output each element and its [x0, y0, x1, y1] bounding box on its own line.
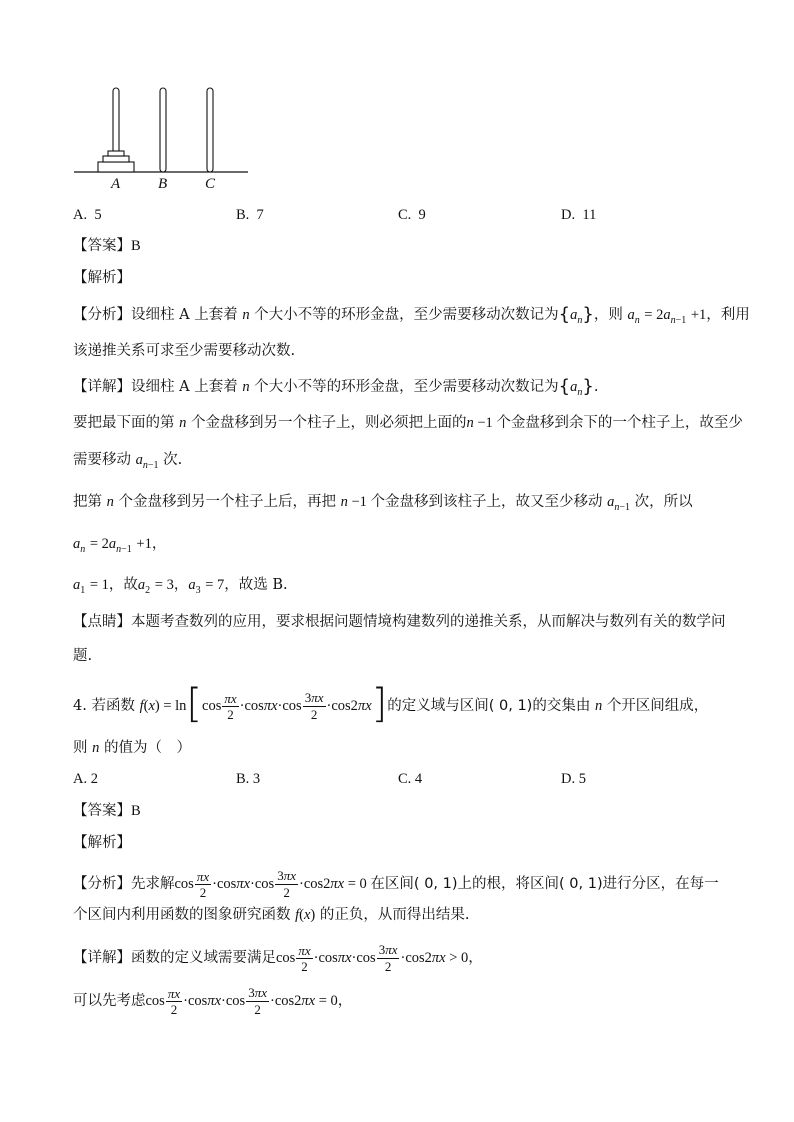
q3-fenxi-line1: 【分析】设细柱 A 上套着 n 个大小不等的环形金盘，至少需要移动次数记为$\{a_n\}$，则 $a_n = 2a_{n-1} +1$，利用: [73, 304, 750, 326]
disk-2: [103, 156, 129, 162]
q3-dianjing-line2: 题.: [73, 648, 93, 664]
q3-xiangjie-line1: 【详解】设细柱 A 上套着 n 个大小不等的环形金盘，至少需要移动次数记为$\{a_n\}$.: [73, 376, 599, 398]
q3-answer-value: B: [131, 238, 141, 254]
q3-dianjing-line1: 【点睛】本题考查数列的应用，要求根据问题情境构建数列的递推关系，从而解决与数列有关的数学问: [73, 614, 726, 630]
q3-jiexi-tag: 【解析】: [73, 270, 131, 286]
q4-answer-tag: 【答案】: [73, 803, 131, 819]
q3-xiangjie-line4: 把第 n 个金盘移到另一个柱子上后，再把 n −1 个金盘移到该柱子上，故又至少移动 $a_{n-1}$ 次，所以: [73, 494, 693, 513]
label-a: A: [111, 176, 121, 192]
q4-xiangjie-line1: 【详解】函数的定义域需要满足cos $\frac{\pi x}{2}$ ·cosπx·cos $\frac{3\pi x}{2}$ ·cos2πx > 0，: [73, 942, 483, 974]
q4-answer-value: B: [131, 803, 141, 819]
q4-fenxi-line2: 个区间内利用函数的图象研究函数 f(x) 的正负，从而得出结果.: [73, 907, 470, 923]
q4-jiexi-tag: 【解析】: [73, 835, 131, 851]
q4-option-d: D. 5: [561, 771, 586, 787]
q4-xiangjie-line2: 可以先考虑cos $\frac{\pi x}{2}$ ·cosπx·cos $\frac{3\pi x}{2}$ ·cos2πx = 0，: [73, 985, 353, 1017]
q3-values-line: $a_1 = 1$，故$a_2 = 3$，$a_3 = 7$，故选 B.: [73, 577, 288, 596]
q3-recurrence: $a_n = 2a_{n-1} +1$，: [73, 536, 167, 555]
rod-c: [207, 88, 213, 172]
q4-option-b: B. 3: [236, 771, 261, 787]
q3-fenxi-line2: 该递推关系可求至少需要移动次数.: [73, 343, 296, 359]
q3-option-a: A. 5: [73, 207, 102, 223]
q3-option-d: D. 11: [561, 207, 597, 223]
disk-3: [98, 162, 134, 172]
q4-stem-line1: 4. 若函数 f(x) = ln[cos $\frac{\pi x}{2}$ ·cosπx·cos $\frac{3\pi x}{2}$ ·cos2πx]的定义域与区间( 0, 1)的交集由 n 个开区间组成，: [73, 681, 709, 727]
disk-1: [108, 151, 124, 156]
q3-option-c: C. 9: [398, 207, 426, 223]
q3-option-b: B. 7: [236, 207, 264, 223]
label-c: C: [205, 176, 216, 192]
q3-xiangjie-line3: 需要移动 $a_{n-1}$ 次.: [73, 452, 183, 471]
q4-option-a: A. 2: [73, 771, 98, 787]
hanoi-tower-figure: [70, 80, 260, 195]
rod-b: [160, 88, 166, 172]
q3-answer-tag: 【答案】: [73, 238, 131, 254]
q4-answer: [73, 801, 141, 821]
q4-option-c: C. 4: [398, 771, 423, 787]
label-b: B: [158, 176, 168, 192]
q4-fenxi-line1: 【分析】先求解cos $\frac{\pi x}{2}$ ·cosπx·cos $\frac{3\pi x}{2}$ ·cos2πx = 0 在区间( 0, 1)上的根，将区间( 0, 1)进行分区，在每一: [73, 868, 719, 900]
q4-stem-line2: 则 n 的值为（ ）: [73, 740, 191, 756]
q3-answer: [73, 236, 141, 256]
q3-xiangjie-line2: 要把最下面的第 n 个金盘移到另一个柱子上，则必须把上面的n −1 个金盘移到余下的一个柱子上，故至少: [73, 415, 743, 431]
